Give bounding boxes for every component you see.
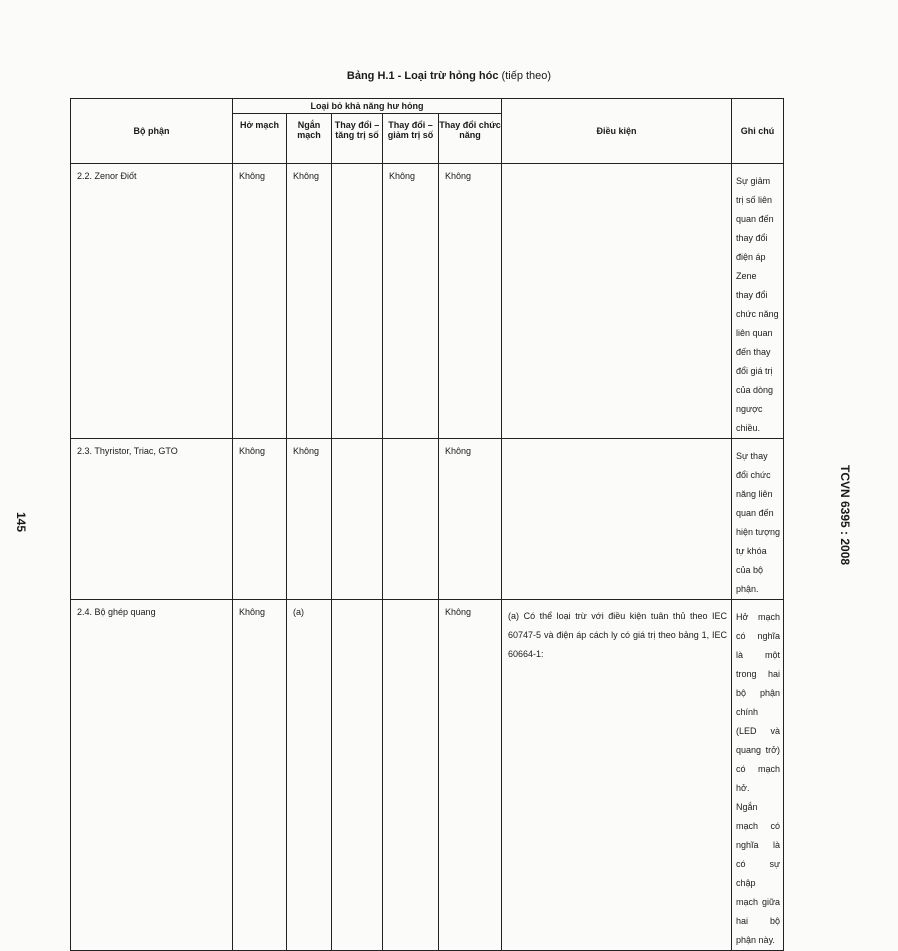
- note-text: Sự giảm trị số liên quan đến thay đổi điện áp Zene: [736, 176, 774, 281]
- header-condition: Điều kiện: [502, 99, 732, 164]
- note-text: Ngắn mạch có nghĩa là có sự chập mạch giữa hai bộ phận này.: [736, 802, 781, 945]
- row-value-increase: [332, 600, 383, 951]
- table-title: [0, 70, 898, 82]
- table-row: [71, 439, 784, 600]
- row-value-increase: [332, 439, 383, 600]
- page-number: 145: [14, 512, 28, 533]
- row-condition: [502, 164, 732, 439]
- table-row: [71, 164, 784, 439]
- row-notes: [732, 439, 784, 600]
- row-function-change: Không: [439, 600, 502, 951]
- failure-exclusion-table: [70, 98, 784, 951]
- row-open-circuit: Không: [233, 439, 287, 600]
- row-value-increase: [332, 164, 383, 439]
- note-text: thay đổi chức năng liên quan đến thay đổi giá trị của dòng ngược chiều.: [736, 290, 779, 433]
- header-notes: Ghi chú: [732, 99, 784, 164]
- header-open-circuit: Hở mạch: [233, 114, 287, 164]
- header-value-increase: Thay đổi – tăng trị số: [332, 114, 383, 164]
- header-function-change: Thay đổi chức năng: [439, 114, 502, 164]
- note-text: Sự thay đổi chức năng liên quan đến hiện tượng tự khóa của bộ phận.: [736, 451, 780, 594]
- row-open-circuit: Không: [233, 600, 287, 951]
- row-notes: [732, 600, 784, 951]
- row-function-change: Không: [439, 439, 502, 600]
- standard-code: TCVN 6395 : 2008: [838, 465, 852, 566]
- table-title-main: Bảng H.1 - Loại trừ hỏng hóc: [346, 70, 499, 82]
- row-condition: [502, 439, 732, 600]
- table-title-continued: (tiếp theo): [501, 70, 552, 82]
- note-text: Hở mạch có nghĩa là một trong hai bộ phận chính (LED và quang trở) có mạch hở.: [736, 612, 781, 793]
- row-short-circuit: (a): [287, 600, 332, 951]
- row-component: 2.2. Zenor Điốt: [71, 164, 233, 439]
- table-row: [71, 600, 784, 951]
- row-open-circuit: Không: [233, 164, 287, 439]
- row-component: 2.3. Thyristor, Triac, GTO: [71, 439, 233, 600]
- header-short-circuit: Ngắn mạch: [287, 114, 332, 164]
- row-function-change: Không: [439, 164, 502, 439]
- row-condition: (a) Có thể loại trừ với điều kiện tuân thủ theo IEC 60747-5 và điện áp cách ly có giá trị theo bảng 1, IEC 60664-1:: [502, 600, 732, 951]
- header-value-decrease: Thay đổi – giảm trị số: [383, 114, 439, 164]
- row-notes: [732, 164, 784, 439]
- row-value-decrease: Không: [383, 164, 439, 439]
- header-component: Bộ phận: [71, 99, 233, 164]
- row-value-decrease: [383, 600, 439, 951]
- row-value-decrease: [383, 439, 439, 600]
- row-component: 2.4. Bộ ghép quang: [71, 600, 233, 951]
- header-failure-group: Loại bỏ khả năng hư hỏng: [233, 99, 502, 114]
- row-short-circuit: Không: [287, 164, 332, 439]
- row-short-circuit: Không: [287, 439, 332, 600]
